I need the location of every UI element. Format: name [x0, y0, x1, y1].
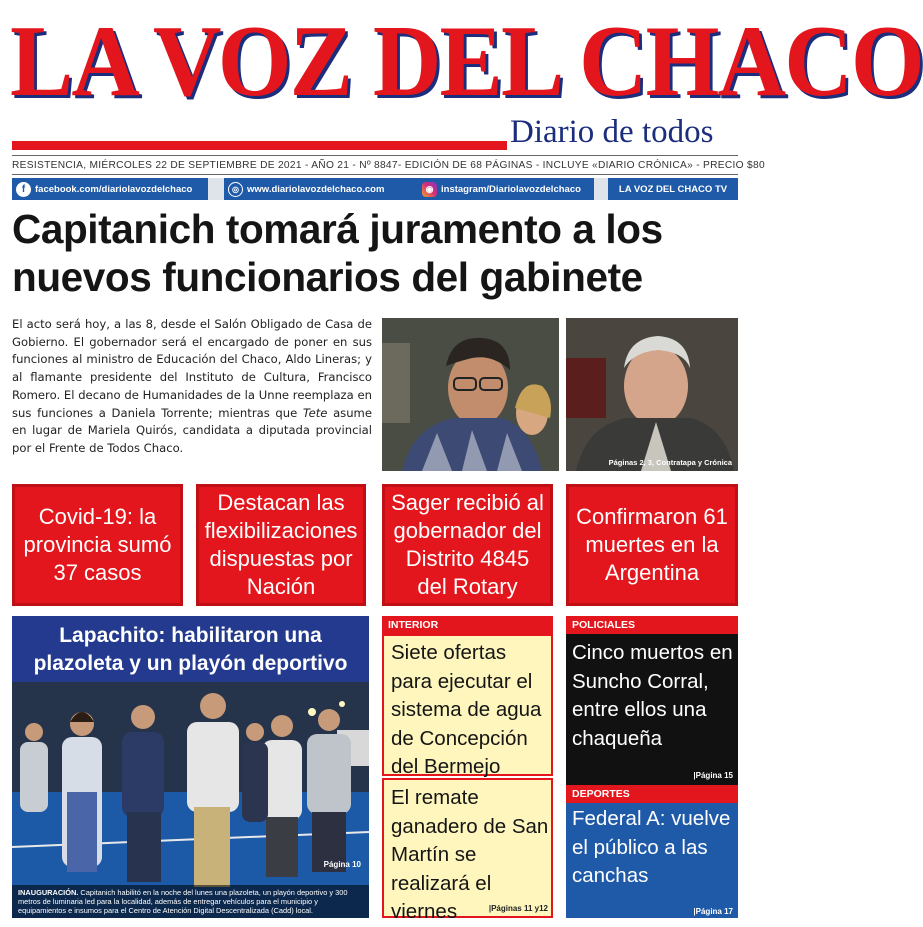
- lapachito-photo[interactable]: [12, 682, 369, 918]
- instagram-icon: ◉: [422, 182, 437, 197]
- policiales-page-ref: |Página 15: [693, 771, 733, 780]
- interior-story-1[interactable]: [382, 634, 553, 776]
- brief-flexibilizaciones[interactable]: Destacan las flexibilizaciones dispuestas por Nación: [196, 484, 366, 606]
- brief-covid[interactable]: Covid-19: la provincia sumó 37 casos: [12, 484, 183, 606]
- divider: [12, 155, 738, 156]
- dateline: RESISTENCIA, MIÉRCOLES 22 DE SEPTIEMBRE DE 2021 - AÑO 21 - Nº 8847- EDICIÓN DE 68 PÁGINAS - INCLUYE «DIARIO CRÓNICA» - PRECIO $80: [12, 160, 765, 171]
- deportes-story[interactable]: [566, 803, 738, 918]
- section-interior[interactable]: INTERIOR: [382, 616, 553, 634]
- brief-rotary[interactable]: Sager recibió al gobernador del Distrito 4845 del Rotary: [382, 484, 553, 606]
- lead-body: [12, 316, 372, 458]
- section-policiales[interactable]: POLICIALES: [566, 616, 738, 634]
- policiales-story[interactable]: [566, 634, 738, 786]
- photo-minister[interactable]: [382, 318, 559, 471]
- social-bar: [12, 178, 738, 200]
- policiales-story-text: Cinco muertos en Suncho Corral, entre ellos una chaqueña: [572, 641, 733, 750]
- interior-story-2-text: El remate ganadero de San Martín se realizará el viernes: [391, 786, 549, 923]
- web-link[interactable]: [224, 178, 418, 200]
- masthead-rule: [12, 141, 507, 150]
- masthead-tagline: Diario de todos: [510, 114, 714, 150]
- facebook-link[interactable]: [12, 178, 208, 200]
- main-headline[interactable]: Capitanich tomará juramento a los nuevos funcionarios del gabinete: [12, 206, 663, 300]
- tv-link[interactable]: [608, 178, 738, 200]
- instagram-link[interactable]: [418, 178, 594, 200]
- lapachito-headline[interactable]: Lapachito: habilitaron una plazoleta y un playón deportivo: [12, 616, 369, 682]
- deportes-page-ref: |Página 17: [693, 907, 733, 916]
- lead-body-part: asume en lugar de Mariela Quirós, candidata a diputada provincial por el Frente de Todos Chaco.: [12, 405, 372, 455]
- web-label: www.diariolavozdelchaco.com: [247, 183, 385, 195]
- globe-icon: ◎: [228, 182, 243, 197]
- brief-muertes[interactable]: Confirmaron 61 muertes en la Argentina: [566, 484, 738, 606]
- facebook-label: facebook.com/diariolavozdelchaco: [35, 183, 193, 195]
- photo-official[interactable]: [566, 318, 738, 471]
- lead-body-part: El acto será hoy, a las 8, desde el Salón Obligado de Casa de Gobierno. El gobernador será el encargado de poner en sus funciones al ministro de Educación del Chaco, Aldo Lineras; y al flamante presidente del Instituto de Cultura, Francisco Romero. El decano de Humanidades de la Unne reemplaza en sus funciones a Daniela Torrente; mientras que: [12, 317, 372, 420]
- lapachito-caption: [12, 885, 369, 918]
- section-deportes[interactable]: DEPORTES: [566, 785, 738, 803]
- masthead-title: LA VOZ DEL CHACO: [10, 5, 923, 118]
- interior-page-ref: |Páginas 11 y12: [488, 904, 548, 913]
- interior-story-1-text: Siete ofertas para ejecutar el sistema de agua de Concepción del Bermejo: [391, 641, 542, 778]
- divider: [12, 174, 738, 175]
- deportes-story-text: Federal A: vuelve el público a las canchas: [572, 807, 731, 887]
- interior-story-2[interactable]: [382, 778, 553, 923]
- instagram-label: instagram/Diariolavozdelchaco: [441, 183, 581, 195]
- lead-body-italic: Tete: [302, 405, 328, 420]
- caption-text: Capitanich habilitó en la noche del lunes una plazoleta, un playón deportivo y 300 metros de luminaria led para la localidad, además de entregar vehículos para el municipio y equipamientos e insumos para el Centro de Atención Digital Descentralizada (Cadd) local.: [18, 888, 348, 915]
- caption-label: INAUGURACIÓN.: [18, 888, 79, 897]
- facebook-icon: f: [16, 182, 31, 197]
- tv-label: LA VOZ DEL CHACO TV: [618, 183, 728, 195]
- photo-caption: Páginas 2, 3, Contratapa y Crónica: [608, 458, 732, 467]
- lapachito-page: Página 10: [323, 860, 361, 869]
